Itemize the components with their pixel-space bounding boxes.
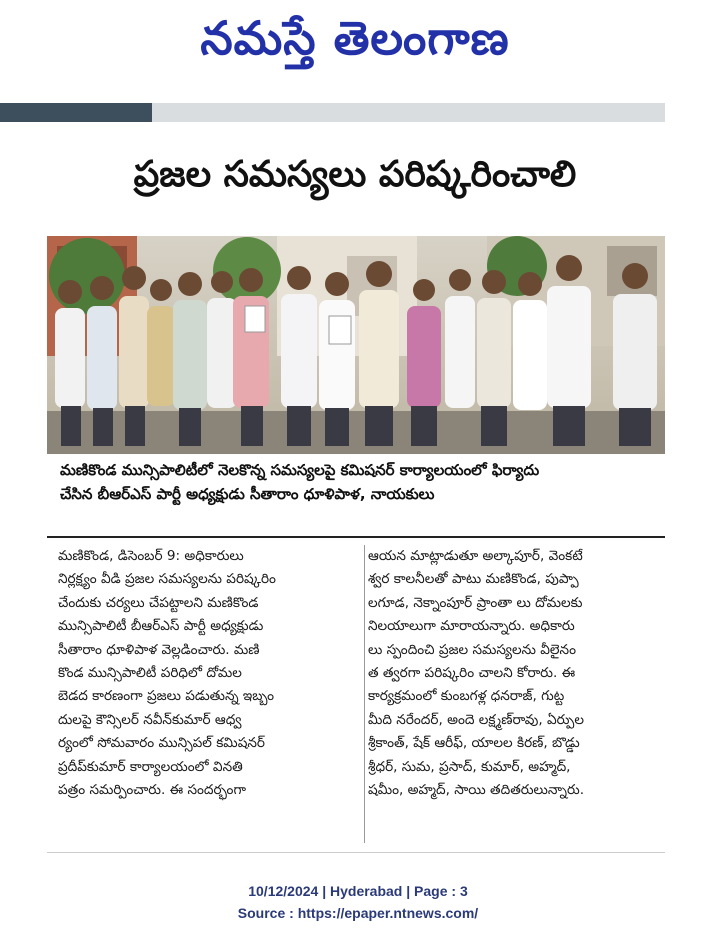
article-headline: ప్రజల సమస్యలు పరిష్కరించాలి bbox=[133, 154, 577, 195]
article-line: కార్యక్రమంలో కుంబగళ్ల ధనరాజ్, గుట్ట bbox=[368, 688, 565, 705]
article-column-left bbox=[58, 545, 363, 845]
article-line: శ్రీకాంత్, షేక్ ఆరీఫ్, యాలల కిరణ్, బొడ్డు bbox=[368, 735, 580, 752]
article-line: షమీం, అహ్మద్, సాయి తదితరులున్నారు. bbox=[368, 782, 585, 799]
article-photo bbox=[47, 236, 665, 454]
article-line: చేందుకు చర్యలు చేపట్టాలని మణికొండ bbox=[58, 594, 259, 611]
masthead-logo: నమస్తే తెలంగాణ bbox=[200, 11, 510, 65]
article-line: మణికొండ, డిసెంబర్ 9: అధికారులు bbox=[58, 548, 244, 564]
article-line: బెడద కారణంగా ప్రజలు పడుతున్న ఇబ్బం bbox=[58, 688, 274, 705]
article-line: పత్రం సమర్పించారు. ఈ సందర్భంగా bbox=[58, 782, 246, 799]
bottom-divider bbox=[47, 852, 665, 853]
footer-date-line: 10/12/2024 | Hyderabad | Page : 3 bbox=[248, 883, 468, 899]
article-line: శ్వర కాలనీలతో పాటు మణికొండ, పుప్పా bbox=[368, 571, 579, 588]
article-line: ఆయన మాట్లాడుతూ అల్కాపూర్, వెంకటే bbox=[368, 548, 583, 564]
article-line: కొండ మున్సిపాలిటీ పరిధిలో దోమల bbox=[58, 665, 242, 682]
caption-line: మణికొండ మున్సిపాలిటీలో నెలకొన్న సమస్యలపై కమిషనర్ కార్యాలయంలో ఫిర్యాదు bbox=[60, 461, 540, 479]
photo-caption bbox=[60, 458, 660, 532]
article-line: త త్వరగా పరిష్కరిం చాలని కోరారు. ఈ bbox=[368, 665, 576, 682]
article-line: దులపై కౌన్సిలర్ నవీన్‌కుమార్ ఆధ్వ bbox=[58, 711, 242, 728]
article-line: నిర్లక్ష్యం వీడి ప్రజల సమస్యలను పరిష్కరిం bbox=[58, 571, 276, 588]
column-divider bbox=[364, 545, 365, 843]
caption-line: చేసిన బీఆర్ఎస్ పార్టీ అధ్యక్షుడు సీతారాం ధూళిపాళ, నాయకులు bbox=[60, 485, 435, 503]
article-line: మున్సిపాలిటీ బీఆర్ఎస్ పార్టీ అధ్యక్షుడు bbox=[58, 618, 264, 635]
footer-source-link[interactable]: Source : https://epaper.ntnews.com/ bbox=[237, 905, 479, 921]
article-line: లగూడ, నెక్నాంపూర్ ప్రాంతా లు దోమలకు bbox=[368, 594, 583, 611]
article-line: లు స్పందించి ప్రజల సమస్యలను వీలైనం bbox=[368, 641, 576, 658]
article-line: ర్యంలో సోమవారం మున్సిపల్ కమిషనర్ bbox=[58, 735, 265, 752]
header-rule-light bbox=[152, 103, 665, 122]
article-line: శ్రీధర్, సుమ, ప్రసాద్, కుమార్, అహ్మద్, bbox=[368, 758, 571, 775]
article-column-right bbox=[368, 545, 660, 845]
header-rule-dark bbox=[0, 103, 152, 122]
page-footer bbox=[0, 880, 716, 924]
article-line: సీతారాం ధూళిపాళ వెల్లడించారు. మణి bbox=[58, 641, 260, 658]
caption-divider bbox=[47, 536, 665, 538]
article-line: ప్రదీప్‌కుమార్ కార్యాలయంలో వినతి bbox=[58, 758, 243, 775]
article-line: మీది నరేందర్, అందె లక్ష్మణ్‌రావు, ఏర్పుల bbox=[368, 711, 584, 728]
article-line: నిలయాలుగా మారాయన్నారు. అధికారు bbox=[368, 618, 575, 635]
